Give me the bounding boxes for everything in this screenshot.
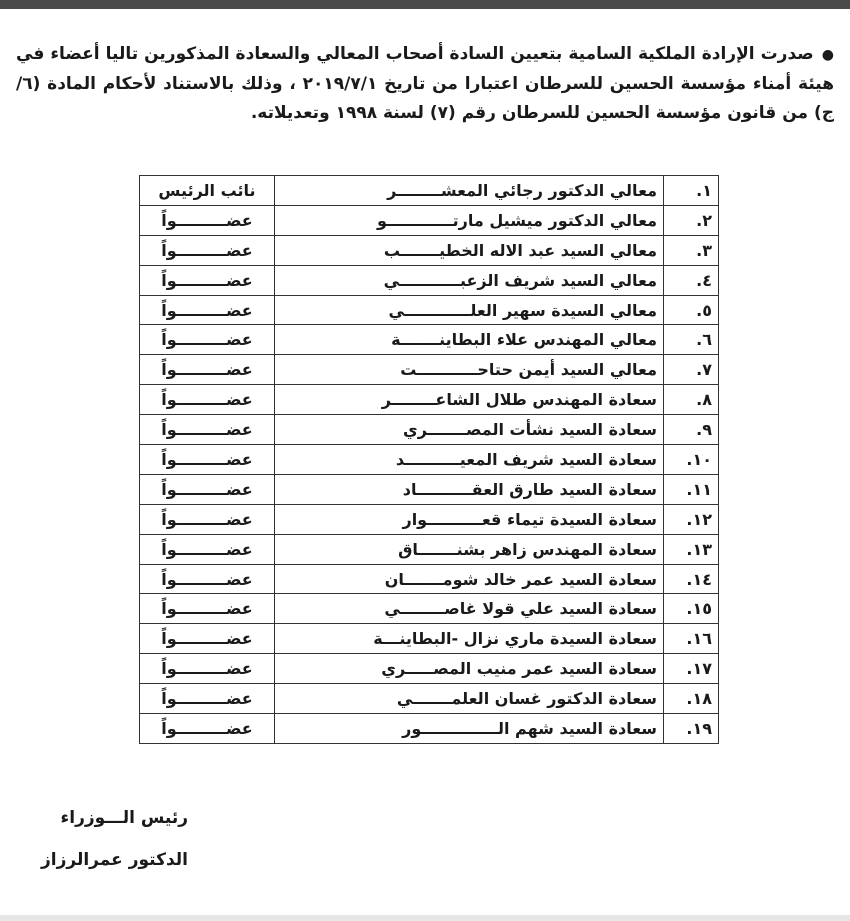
member-name: معالي السيدة سهير العلــــــــــــي	[275, 295, 664, 325]
table-row	[140, 325, 719, 355]
intro-text: صدرت الإرادة الملكية السامية بتعيين السادة أصحاب المعالي والسعادة المذكورين تاليا أعضاء في هيئة أمناء مؤسسة الحسين للسرطان اعتبارا من تاريخ ٢٠١٩/٧/١ ، وذلك بالاستناد لأحكام المادة (٦/ج) من قانون مؤسسة الحسين للسرطان رقم (٧) لسنة ١٩٩٨ وتعديلاته.	[16, 44, 834, 123]
member-name: سعادة السيد نشأت المصـــــــري	[275, 415, 664, 445]
member-number: ٢.	[664, 205, 719, 235]
table-row	[140, 445, 719, 475]
member-name: سعادة السيدة تيماء قعــــــــــوار	[275, 504, 664, 534]
table-row	[140, 265, 719, 295]
member-number: ١٣.	[664, 534, 719, 564]
signature-name: الدكتور عمرالرزاز	[41, 850, 188, 870]
member-name: معالي السيد شريف الزعبـــــــــــي	[275, 265, 664, 295]
member-role: عضـــــــــواً	[140, 474, 275, 504]
signature-title: رئيس الـــوزراء	[60, 808, 188, 828]
member-role: عضـــــــــواً	[140, 714, 275, 744]
table-row	[140, 714, 719, 744]
member-name: معالي الدكتور ميشيل مارتــــــــــــو	[275, 205, 664, 235]
table-row	[140, 295, 719, 325]
table-row	[140, 474, 719, 504]
member-name: سعادة السيد طارق العقــــــــــاد	[275, 474, 664, 504]
member-name: سعادة السيد علي قولا غاصــــــــي	[275, 594, 664, 624]
member-number: ١٠.	[664, 445, 719, 475]
member-number: ١٤.	[664, 564, 719, 594]
table-row	[140, 176, 719, 206]
member-name: سعادة المهندس زاهر بشنـــــــاق	[275, 534, 664, 564]
member-number: ٩.	[664, 415, 719, 445]
member-role: عضـــــــــواً	[140, 385, 275, 415]
table-row	[140, 534, 719, 564]
member-role: عضـــــــــواً	[140, 445, 275, 475]
member-name: سعادة السيد عمر خالد شومـــــــان	[275, 564, 664, 594]
member-role: عضـــــــــواً	[140, 235, 275, 265]
bottom-bar	[0, 915, 850, 921]
member-number: ١٢.	[664, 504, 719, 534]
table-row	[140, 564, 719, 594]
table-row	[140, 624, 719, 654]
table-row	[140, 684, 719, 714]
member-number: ٥.	[664, 295, 719, 325]
member-name: معالي السيد عبد الاله الخطيـــــــب	[275, 235, 664, 265]
member-name: معالي الدكتور رجائي المعشــــــــر	[275, 176, 664, 206]
members-table	[139, 175, 719, 744]
member-name: سعادة المهندس طلال الشاعــــــــر	[275, 385, 664, 415]
member-name: معالي السيد أيمن حتاحـــــــــــت	[275, 355, 664, 385]
member-role: عضـــــــــواً	[140, 624, 275, 654]
member-number: ٤.	[664, 265, 719, 295]
table-row	[140, 415, 719, 445]
table-row	[140, 355, 719, 385]
member-number: ١٦.	[664, 624, 719, 654]
member-role: عضـــــــــواً	[140, 325, 275, 355]
member-number: ١٥.	[664, 594, 719, 624]
table-row	[140, 205, 719, 235]
member-name: سعادة السيد شريف المعيــــــــــد	[275, 445, 664, 475]
member-number: ٣.	[664, 235, 719, 265]
member-number: ١٩.	[664, 714, 719, 744]
member-number: ١.	[664, 176, 719, 206]
member-number: ٦.	[664, 325, 719, 355]
table-row	[140, 654, 719, 684]
member-number: ٧.	[664, 355, 719, 385]
top-bar	[0, 0, 850, 9]
table-row	[140, 594, 719, 624]
intro-paragraph	[16, 40, 834, 128]
member-number: ١٨.	[664, 684, 719, 714]
member-name: سعادة الدكتور غسان العلمـــــــي	[275, 684, 664, 714]
member-role: عضـــــــــواً	[140, 504, 275, 534]
member-role: عضـــــــــواً	[140, 295, 275, 325]
member-role: عضـــــــــواً	[140, 654, 275, 684]
member-name: سعادة السيدة ماري نزال -البطاينـــة	[275, 624, 664, 654]
member-number: ١١.	[664, 474, 719, 504]
member-name: معالي المهندس علاء البطاينـــــــة	[275, 325, 664, 355]
bullet-icon: ●	[821, 47, 834, 63]
member-role: عضـــــــــواً	[140, 265, 275, 295]
member-role: عضـــــــــواً	[140, 534, 275, 564]
member-role: عضـــــــــواً	[140, 564, 275, 594]
member-number: ٨.	[664, 385, 719, 415]
member-role: عضـــــــــواً	[140, 594, 275, 624]
member-role: عضـــــــــواً	[140, 205, 275, 235]
member-name: سعادة السيد عمر منيب المصـــــري	[275, 654, 664, 684]
member-role: عضـــــــــواً	[140, 355, 275, 385]
member-role: عضـــــــــواً	[140, 415, 275, 445]
table-row	[140, 504, 719, 534]
member-number: ١٧.	[664, 654, 719, 684]
member-role: عضـــــــــواً	[140, 684, 275, 714]
table-row	[140, 385, 719, 415]
member-name: سعادة السيد شهم الــــــــــــــور	[275, 714, 664, 744]
table-row	[140, 235, 719, 265]
members-table-body	[140, 176, 719, 744]
member-role: نائب الرئيس	[140, 176, 275, 206]
